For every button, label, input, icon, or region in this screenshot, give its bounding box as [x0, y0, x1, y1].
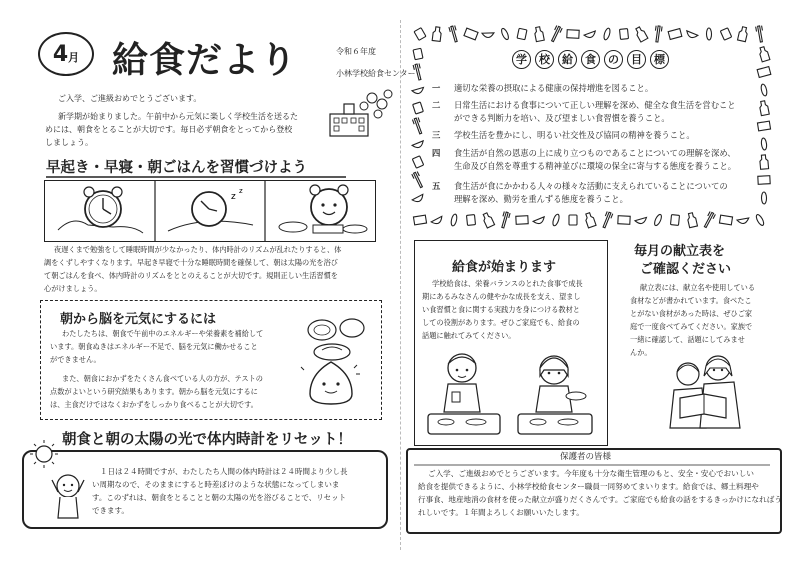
goal-text-line: 理解を深め、勤労を重んずる態度を養うこと。: [454, 194, 628, 204]
food-item-icon: [567, 30, 579, 39]
food-item-icon: [687, 212, 698, 227]
brain-body-line: ができません。: [50, 355, 101, 364]
svg-text:z: z: [231, 192, 236, 202]
food-item-icon: [758, 46, 770, 62]
goal-number: 三: [432, 130, 441, 140]
food-item-icon: [413, 48, 423, 59]
food-item-icon: [450, 214, 458, 227]
month-number: 4: [52, 41, 69, 67]
food-item-icon: [464, 28, 478, 40]
food-item-icon: [414, 28, 426, 41]
food-item-icon: [706, 28, 711, 40]
food-item-icon: [584, 31, 597, 39]
reset-body-line: す。このずれは、朝食をとることと朝の太陽の光を浴びることで、リセット: [92, 493, 347, 502]
newsletter-title: 給食だより: [112, 40, 298, 81]
food-item-icon: [412, 87, 425, 95]
food-item-icon: [757, 121, 770, 131]
clock-comic-strip: [44, 180, 376, 242]
menu-check-body-line: 庭で一度食べてみてください。家族で: [630, 322, 753, 331]
habit-body-line: て朝ごはんを食べ、体内時計のリズムをととのえることが大切です。規則正しい生活習慣を: [44, 271, 338, 280]
goal-text-line: 食生活が食にかかわる人々の様々な活動に支えられていることについての: [454, 181, 728, 191]
food-item-icon: [761, 192, 766, 204]
reset-heading: 朝食と朝の太陽の光で体内時計をリセット！: [62, 432, 352, 448]
guardians-body-line: れしいです。１年間よろしくお願いいたします。: [418, 508, 584, 517]
goals-title-char: 標: [650, 50, 669, 69]
goal-text-line: 学校生活を豊かにし、明るい社交性及び協同の精神を養うこと。: [454, 130, 695, 140]
menu-check-body-line: 一緒に確認して、話題にしてみませ: [630, 335, 745, 344]
happy-clock-icon: [273, 183, 371, 237]
guardians-label-rule: [414, 464, 770, 466]
intro-line: しましょう。: [45, 138, 93, 147]
intro-line: 新学期が始まりました。午前中から元気に楽しく学校生活を送るた: [58, 112, 298, 121]
menu-check-heading-line1: 毎月の献立表を: [634, 244, 726, 259]
food-item-icon: [603, 28, 611, 41]
goal-number: 二: [432, 100, 441, 110]
menu-check-body-line: 食材などが書かれています。食べたこ: [630, 296, 752, 305]
guardians-body-line: 行事食、地産地消の食材を使った献立が盛りだくさんです。ご家庭でも給食の話をするきっかけになればう: [418, 495, 782, 504]
food-item-icon: [760, 84, 768, 97]
food-item-icon: [755, 214, 765, 227]
heading-underline: [46, 176, 346, 179]
food-item-icon: [412, 141, 425, 150]
reset-body-line: １日は２４時間ですが、わたしたち人間の体内時計は２４時間より少し長: [100, 467, 348, 476]
goals-title-char: 食: [581, 50, 600, 69]
food-item-icon: [412, 194, 425, 204]
food-item-icon: [759, 155, 768, 170]
month-badge: [38, 32, 94, 76]
food-item-icon: [738, 26, 749, 41]
intro-line: めには、朝食をとることが大切です。毎日必ず朝食をとってから登校: [45, 125, 293, 134]
menu-check-body-line: んか。: [630, 348, 652, 357]
food-item-icon: [550, 25, 562, 42]
food-item-icon: [719, 215, 732, 225]
school-illustration: [312, 92, 392, 142]
food-item-icon: [431, 216, 444, 226]
lunch-start-body-line: しての役割があります。ぜひご家庭でも、給食の: [422, 318, 580, 327]
goal-number: 五: [432, 181, 441, 191]
food-item-icon: [481, 212, 494, 228]
food-item-icon: [619, 29, 628, 40]
goals-title-char: 校: [535, 50, 554, 69]
brain-body-line: また、朝食におかずをたくさん食べている人の方が、テストの: [62, 374, 263, 383]
goals-title-char: の: [604, 50, 623, 69]
greeting: ご入学、ご進級おめでとうございます。: [58, 94, 202, 103]
habit-body-line: 調をくずしやすくなります。早起き早寝で十分な睡眠時間を確保して、朝は太陽の光を浴び: [44, 258, 338, 267]
food-item-icon: [412, 171, 424, 188]
food-item-icon: [601, 211, 613, 228]
menu-check-body-line: 献立表には、献立名や使用している: [640, 283, 756, 292]
goals-title: [512, 50, 669, 69]
food-item-icon: [413, 215, 426, 225]
lunch-start-body-line: 学校給食は、栄養バランスのとれた食事で成長: [432, 279, 583, 288]
goals-title-char: 給: [558, 50, 577, 69]
food-item-icon: [466, 215, 475, 226]
goal-text-line: 生命及び自然を尊重する精神並びに環境の保全に寄与する態度を養うこと。: [454, 161, 737, 171]
goal-text-line: 食生活が自然の恩恵の上に成り立つものであることについての理解を深め、: [454, 148, 736, 158]
brain-heading: 朝から脳を元気にするには: [60, 312, 217, 327]
food-item-icon: [634, 26, 648, 42]
goals-title-char: 学: [512, 50, 531, 69]
guardians-body-line: 給食を提供できるように、小林学校給食センター職員一同努めてまいります。給食では、郷土料理や: [418, 482, 759, 491]
sun-child-icon: [28, 440, 90, 522]
food-item-icon: [500, 211, 510, 228]
food-item-icon: [413, 102, 424, 114]
lunch-start-body-line: い食習慣と食に関する実践力を身につける教材と: [422, 305, 580, 314]
lunch-start-body-line: 期にあるみなさんの健やかな成長を支え、望まし: [422, 292, 581, 301]
guardians-label: 保護者の皆様: [560, 452, 612, 462]
goal-number: 四: [432, 148, 441, 158]
food-item-icon: [533, 217, 546, 226]
food-item-icon: [552, 214, 561, 227]
food-item-icon: [516, 216, 528, 225]
children-eating-illustration: [418, 348, 602, 440]
food-item-icon: [737, 218, 750, 225]
food-item-icon: [412, 156, 423, 168]
food-item-icon: [670, 215, 679, 226]
food-item-icon: [668, 29, 682, 40]
food-item-icon: [761, 138, 767, 151]
menu-check-body-line: とがない食材があった時は、ぜひご家: [630, 309, 753, 318]
reset-body-line: できます。: [92, 506, 129, 515]
brain-body-line: は、主食だけではなくおかずをしっかり食べることが大切です。: [50, 400, 258, 409]
food-item-icon: [618, 216, 630, 225]
food-item-icon: [412, 117, 423, 134]
goal-text-line: ができる判断力を培い、及び望ましい食習慣を養うこと。: [454, 113, 670, 123]
habit-body-line: 心がけましょう。: [44, 284, 102, 293]
parent-child-reading-illustration: [660, 354, 750, 434]
page-fold-divider: [400, 20, 401, 550]
rice-ball-character-icon: [300, 360, 362, 406]
guardians-body-line: ご入学、ご進級おめでとうございます。今年度も十分な衛生管理のもと、安全・安心でおいしい: [428, 469, 754, 478]
food-item-icon: [758, 176, 770, 185]
goal-text-line: 日常生活における食事について正しい理解を深め、健全な食生活を営むこと: [454, 100, 736, 110]
breakfast-set-icon: [304, 316, 374, 364]
center-name: 小林学校給食センター: [336, 69, 416, 78]
brain-body-line: 点数がよいという研究結果もあります。朝から脳を元気にするに: [50, 387, 258, 396]
reset-body-line: い周期なので、そのままにすると時差ぼけのような状態になってしまいま: [92, 480, 340, 489]
food-item-icon: [482, 33, 494, 38]
food-item-icon: [500, 28, 510, 41]
food-item-icon: [413, 64, 423, 81]
food-item-icon: [584, 212, 596, 228]
sleeping-clock-icon: [163, 185, 258, 237]
food-item-icon: [720, 28, 731, 40]
fiscal-year: 令和６年度: [336, 47, 376, 56]
food-item-icon: [703, 212, 716, 229]
brain-body-line: います。朝食ぬきはエネルギー不足で、脳を元気に働かせること: [50, 342, 258, 351]
goal-text-line: 適切な栄養の摂取による健康の保持増進を図ること。: [454, 83, 654, 93]
habit-body-line: 夜遅くまで勉強をして睡眠時間が少なかったり、体内時計のリズムが乱れたりすると、体: [54, 245, 342, 254]
month-unit: 月: [68, 51, 80, 64]
food-item-icon: [635, 217, 648, 225]
food-item-icon: [759, 100, 770, 115]
food-item-icon: [757, 67, 771, 78]
svg-text:z: z: [239, 187, 243, 195]
tired-clock-icon: [53, 185, 148, 237]
habit-heading: 早起き・早寝・朝ごはんを習慣づけよう: [46, 160, 307, 176]
lunch-start-body-line: 話題に触れてみてください。: [422, 331, 516, 340]
food-item-icon: [756, 26, 765, 43]
food-item-icon: [517, 28, 527, 39]
food-item-icon: [685, 31, 698, 40]
lunch-start-heading: 給食が始まります: [452, 260, 557, 275]
food-item-icon: [653, 214, 663, 227]
menu-check-heading-line2: ご確認ください: [640, 262, 732, 277]
food-item-icon: [534, 26, 545, 41]
brain-body-line: わたしたちは、朝食で午前中のエネルギーや栄養素を補給して: [62, 329, 264, 338]
food-item-icon: [432, 27, 442, 42]
goals-title-char: 目: [627, 50, 646, 69]
goal-number: 一: [432, 83, 441, 93]
food-item-icon: [569, 215, 577, 225]
food-item-icon: [449, 25, 459, 42]
food-item-icon: [654, 26, 662, 43]
